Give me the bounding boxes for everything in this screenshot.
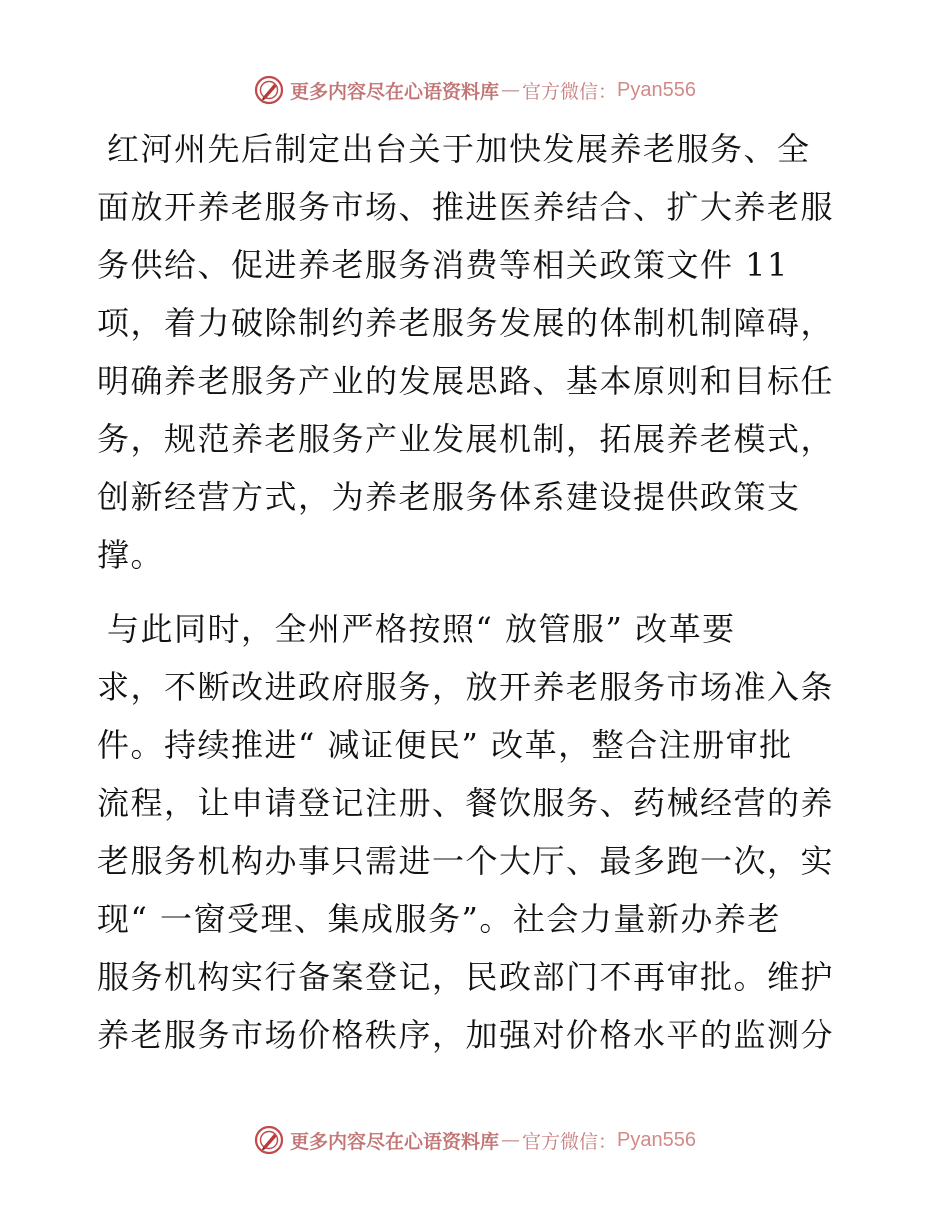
text-line: 创新经营方式，为养老服务体系建设提供政策支 xyxy=(97,478,801,516)
text-line: 项，着力破除制约养老服务发展的体制机制障碍， xyxy=(97,304,835,342)
text-line: 老服务机构办事只需进一个大厅、最多跑一次，实 xyxy=(97,842,835,880)
watermark-separator: — xyxy=(501,1129,521,1151)
text-line: 务供给、促进养老服务消费等相关政策文件 11 xyxy=(97,246,789,284)
pen-circle-logo-icon xyxy=(254,1125,284,1155)
pen-circle-logo-icon xyxy=(254,75,284,105)
text-line: 面放开养老服务市场、推进医养结合、扩大养老服 xyxy=(97,188,835,226)
text-line: 求，不断改进政府服务，放开养老服务市场准入条 xyxy=(97,668,835,706)
text-line: 养老服务市场价格秩序，加强对价格水平的监测分 xyxy=(97,1016,835,1054)
text-line: 明确养老服务产业的发展思路、基本原则和目标任 xyxy=(97,362,835,400)
watermark-label: 官方微信： xyxy=(522,80,618,103)
text-line: 务，规范养老服务产业发展机制，拓展养老模式， xyxy=(97,420,835,458)
watermark-wechat-id: Pyan556 xyxy=(617,1128,696,1151)
paragraph-1 xyxy=(97,120,857,584)
watermark-wechat-id: Pyan556 xyxy=(617,78,696,101)
watermark-main-text: 更多内容尽在心语资料库 xyxy=(290,80,500,103)
watermark-main-text: 更多内容尽在心语资料库 xyxy=(290,1130,500,1153)
header-watermark xyxy=(0,70,950,110)
text-line: 撑。 xyxy=(97,536,165,574)
watermark-separator: — xyxy=(501,79,521,101)
text-line: 红河州先后制定出台关于加快发展养老服务、全 xyxy=(107,130,811,168)
text-line: 件。持续推进“ 减证便民” 改革，整合注册审批 xyxy=(97,726,793,764)
watermark-label: 官方微信： xyxy=(522,1130,618,1153)
text-line: 现“ 一窗受理、集成服务”。社会力量新办养老 xyxy=(97,900,781,938)
text-line: 流程，让申请登记注册、餐饮服务、药械经营的养 xyxy=(97,784,835,822)
paragraph-2 xyxy=(97,600,857,1064)
text-line: 服务机构实行备案登记，民政部门不再审批。维护 xyxy=(97,958,835,996)
text-line: 与此同时，全州严格按照“ 放管服” 改革要 xyxy=(107,610,736,648)
footer-watermark xyxy=(0,1120,950,1160)
